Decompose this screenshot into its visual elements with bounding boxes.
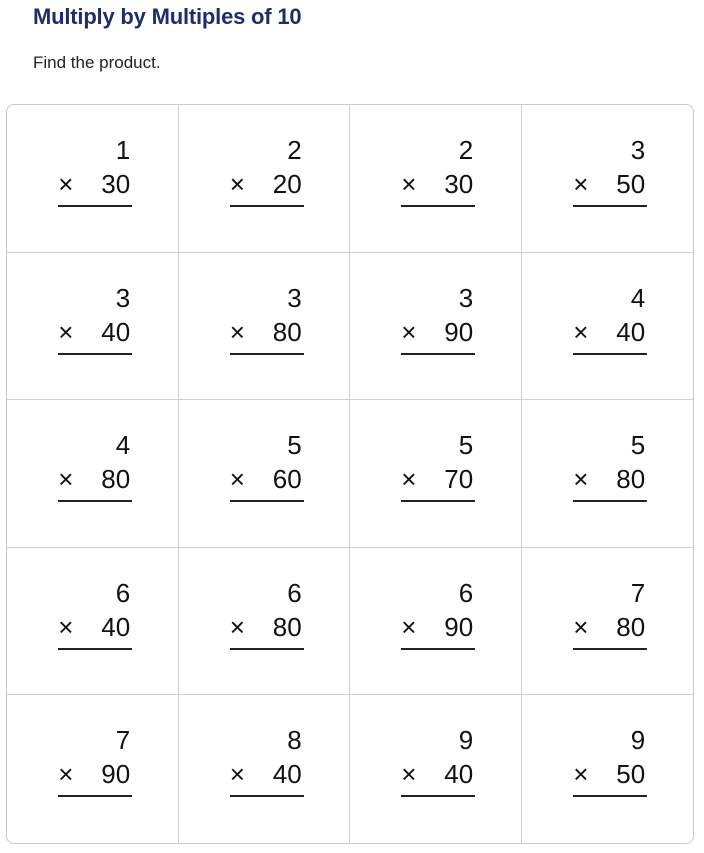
multiply-sign: ×: [573, 169, 589, 199]
bottom-factor: 50: [616, 759, 646, 790]
problem-cell: [350, 548, 522, 696]
bottom-factor-row: [58, 610, 132, 650]
problem-cell: [7, 105, 179, 253]
multiplication-problem: [573, 281, 647, 355]
top-factor: 2: [458, 135, 474, 165]
multiplication-problem: [58, 576, 132, 650]
multiply-sign: ×: [229, 316, 245, 347]
bottom-factor-row: [573, 167, 647, 207]
multiplication-problem: [230, 281, 304, 355]
bottom-factor-row: [230, 610, 304, 650]
multiplication-problem: [58, 133, 132, 207]
multiply-sign: ×: [573, 464, 589, 495]
problem-cell: [522, 105, 694, 253]
bottom-factor-row: [573, 315, 647, 355]
bottom-factor-row: [230, 167, 304, 207]
bottom-factor: 40: [101, 316, 131, 347]
multiply-sign: ×: [401, 316, 417, 347]
multiply-sign: ×: [229, 464, 245, 495]
problem-cell: [7, 253, 179, 401]
problem-cell: [522, 548, 694, 696]
multiplication-problem: [401, 281, 475, 355]
multiplication-problem: [230, 723, 304, 797]
multiply-sign: ×: [229, 169, 245, 199]
top-factor: 3: [630, 135, 646, 165]
bottom-factor: 80: [616, 611, 646, 642]
multiplication-problem: [230, 576, 304, 650]
bottom-factor: 80: [272, 611, 302, 642]
multiply-sign: ×: [401, 169, 417, 199]
bottom-factor: 50: [616, 169, 646, 199]
bottom-factor: 40: [272, 759, 302, 790]
top-factor: 2: [287, 135, 302, 165]
multiply-sign: ×: [573, 316, 589, 347]
problem-cell: [350, 253, 522, 401]
multiplication-problem: [573, 133, 647, 207]
multiply-sign: ×: [58, 759, 74, 790]
top-factor: 7: [115, 725, 131, 756]
top-factor: 4: [630, 282, 646, 313]
multiplication-problem: [401, 723, 475, 797]
multiplication-problem: [58, 428, 132, 502]
multiplication-problem: [58, 723, 132, 797]
bottom-factor-row: [230, 757, 304, 797]
bottom-factor: 90: [444, 611, 474, 642]
bottom-factor: 70: [444, 464, 474, 495]
top-factor: 5: [287, 430, 302, 461]
top-factor: 6: [287, 577, 302, 608]
top-factor: 7: [630, 577, 646, 608]
bottom-factor: 60: [272, 464, 302, 495]
top-factor: 5: [458, 430, 474, 461]
problem-cell: [179, 548, 351, 696]
top-factor: 3: [287, 282, 302, 313]
multiply-sign: ×: [229, 611, 245, 642]
bottom-factor-row: [401, 610, 475, 650]
multiplication-problem: [573, 428, 647, 502]
top-factor: 6: [458, 577, 474, 608]
bottom-factor-row: [230, 315, 304, 355]
multiply-sign: ×: [58, 611, 74, 642]
multiplication-problem: [230, 133, 304, 207]
multiply-sign: ×: [58, 169, 74, 199]
top-factor: 5: [630, 430, 646, 461]
top-factor: 9: [458, 725, 474, 756]
bottom-factor-row: [573, 462, 647, 502]
instructions-text: Find the product.: [33, 53, 161, 72]
bottom-factor-row: [401, 315, 475, 355]
problem-grid: [6, 104, 694, 844]
bottom-factor: 20: [272, 169, 302, 199]
bottom-factor: 80: [101, 464, 131, 495]
top-factor: 3: [458, 282, 474, 313]
top-factor: 3: [115, 282, 131, 313]
worksheet-title: Multiply by Multiples of 10: [33, 4, 302, 29]
top-factor: 6: [115, 577, 131, 608]
bottom-factor: 30: [101, 169, 131, 199]
problem-cell: [522, 400, 694, 548]
top-factor: 4: [115, 430, 131, 461]
problem-cell: [522, 253, 694, 401]
problem-cell: [7, 400, 179, 548]
top-factor: 9: [630, 725, 646, 756]
bottom-factor: 80: [272, 316, 302, 347]
bottom-factor-row: [58, 315, 132, 355]
bottom-factor: 40: [444, 759, 474, 790]
problem-cell: [7, 548, 179, 696]
bottom-factor-row: [573, 610, 647, 650]
multiplication-problem: [58, 281, 132, 355]
problem-cell: [350, 105, 522, 253]
multiply-sign: ×: [401, 611, 417, 642]
bottom-factor-row: [401, 167, 475, 207]
problem-cell: [7, 695, 179, 843]
multiplication-problem: [573, 723, 647, 797]
bottom-factor-row: [58, 167, 132, 207]
problem-cell: [179, 253, 351, 401]
multiplication-problem: [401, 428, 475, 502]
multiply-sign: ×: [229, 759, 245, 790]
multiply-sign: ×: [58, 316, 74, 347]
bottom-factor-row: [401, 462, 475, 502]
problem-cell: [350, 695, 522, 843]
bottom-factor-row: [230, 462, 304, 502]
problem-cell: [522, 695, 694, 843]
multiplication-problem: [401, 133, 475, 207]
multiply-sign: ×: [401, 759, 417, 790]
bottom-factor: 40: [101, 611, 131, 642]
problem-cell: [179, 695, 351, 843]
multiply-sign: ×: [573, 611, 589, 642]
problem-cell: [179, 400, 351, 548]
multiplication-problem: [573, 576, 647, 650]
multiplication-problem: [230, 428, 304, 502]
top-factor: 8: [287, 725, 302, 756]
multiply-sign: ×: [573, 759, 589, 790]
bottom-factor: 80: [616, 464, 646, 495]
bottom-factor: 40: [616, 316, 646, 347]
multiplication-problem: [401, 576, 475, 650]
bottom-factor-row: [401, 757, 475, 797]
bottom-factor: 30: [444, 169, 474, 199]
bottom-factor: 90: [101, 759, 131, 790]
bottom-factor-row: [58, 462, 132, 502]
multiply-sign: ×: [401, 464, 417, 495]
bottom-factor: 90: [444, 316, 474, 347]
top-factor: 1: [115, 135, 131, 165]
problem-cell: [179, 105, 351, 253]
multiply-sign: ×: [58, 464, 74, 495]
problem-cell: [350, 400, 522, 548]
bottom-factor-row: [573, 757, 647, 797]
bottom-factor-row: [58, 757, 132, 797]
